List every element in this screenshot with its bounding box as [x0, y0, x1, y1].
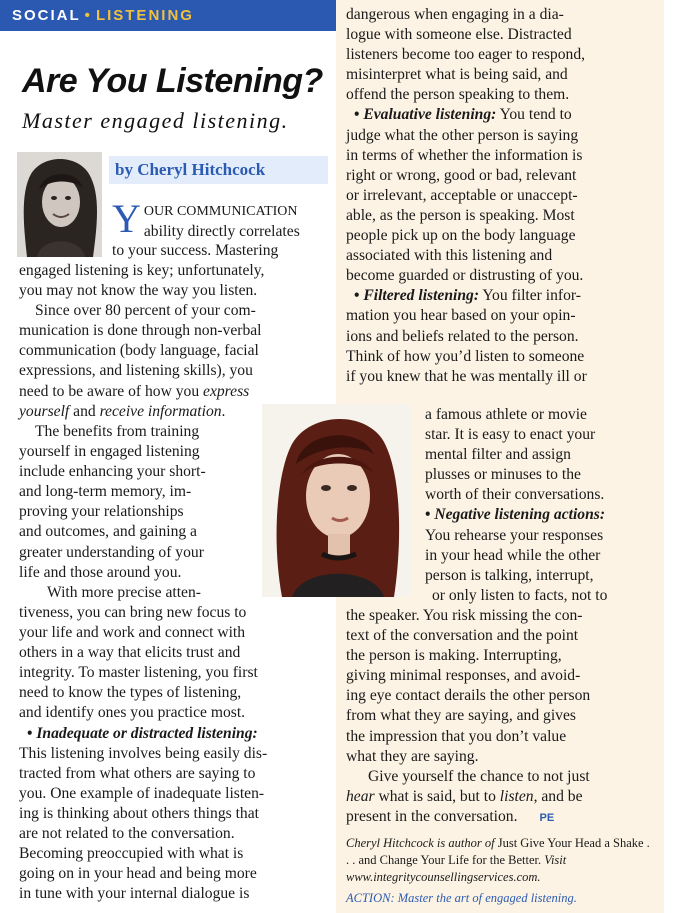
text-line: The benefits from training — [35, 423, 200, 440]
text-line: ability directly correlates — [143, 223, 300, 241]
text-line: text of the conversation and the point — [346, 627, 579, 645]
text-line: the impression that you don’t value — [346, 727, 567, 745]
intro-paragraph — [112, 196, 328, 242]
bio-text: Cheryl Hitchcock is author of — [346, 836, 498, 850]
text-line: proving your relationships — [19, 503, 184, 521]
text-line: if you knew that he was mentally ill or — [346, 367, 587, 385]
text-line: the speaker. You risk missing the con- — [346, 607, 583, 624]
text-span: listen — [499, 787, 534, 805]
text-line: worth of their conversations. — [425, 486, 605, 504]
negative-continuation — [346, 606, 658, 828]
text-line: logue with someone else. Distracted — [346, 26, 572, 44]
inadequate-heading — [19, 724, 331, 744]
text-span: hear — [346, 787, 375, 805]
text-line: dangerous when engaging in a dia- — [346, 6, 564, 23]
evaluative-head: Evaluative listening: — [363, 106, 497, 124]
text-span: express — [203, 382, 250, 400]
text-line: and long-term memory, im- — [19, 483, 192, 501]
section-header — [0, 0, 336, 31]
text-line: Becoming preoccupied with what is — [19, 845, 244, 863]
text-span: need to be aware of how you — [19, 382, 204, 400]
text-line: With more precise atten- — [47, 583, 201, 601]
text-line: You rehearse your responses — [425, 526, 604, 544]
bullet-icon: • — [84, 7, 92, 24]
author-portrait-image — [17, 152, 102, 257]
text-line: person is talking, interrupt, — [425, 566, 594, 584]
text-line: in your head while the other — [425, 546, 601, 564]
text-line: greater understanding of your — [19, 543, 204, 561]
article-title: Are You Listening? — [22, 62, 323, 100]
text-span: receive information — [99, 402, 222, 420]
text-line: become guarded or distrusting of you. — [346, 267, 584, 285]
text-line — [346, 807, 658, 828]
page-margin — [664, 0, 678, 913]
text-line: engaged listening is key; unfortunately, — [19, 262, 265, 279]
bio-text: Visit — [541, 853, 567, 867]
text-line: munication is done through non-verbal — [19, 322, 262, 340]
text-line: going on in your head and being more — [19, 865, 257, 883]
byline: by Cheryl Hitchcock — [109, 156, 328, 184]
text-line: Since over 80 percent of your com- — [35, 302, 256, 320]
text-line: your life and work and connect with — [19, 624, 246, 642]
text-line: communication (body language, facial — [19, 342, 259, 360]
text-line: or only listen to facts, not to — [432, 586, 608, 604]
focus-paragraph — [19, 603, 331, 904]
text-line: tiveness, you can bring new focus to — [19, 604, 247, 621]
intro-line — [112, 241, 328, 261]
text-line: ions and beliefs related to the person. — [346, 327, 579, 345]
text-line: associated with this listening and — [346, 247, 553, 265]
article-subtitle: Master engaged listening. — [22, 108, 289, 133]
listening-woman-photo — [262, 404, 412, 597]
text-line: star. It is easy to enact your — [425, 426, 596, 444]
text-line: mation you hear based on your opin- — [346, 307, 576, 325]
section-name: SOCIAL — [12, 7, 81, 24]
inadequate-head: Inadequate or distracted listening: — [36, 724, 258, 742]
text-line: offend the person speaking to them. — [346, 86, 570, 104]
text-line: are not related to the conversation. — [19, 825, 235, 843]
text-line: and identify ones you practice most. — [19, 704, 246, 722]
text-line: tracted from what others are saying to — [19, 764, 256, 782]
author-photo — [17, 152, 102, 257]
text-line: Think of how you’d listen to someone — [346, 347, 585, 365]
text-line: or irrelevant, acceptable or unaccept- — [346, 186, 578, 204]
pe-mark: PE — [539, 811, 555, 824]
text-line: judge what the other person is saying — [346, 126, 579, 144]
text-line: plusses or minuses to the — [425, 466, 581, 484]
negative-head: Negative listening actions: — [434, 506, 606, 524]
text-line: ing eye contact derails the other person — [346, 687, 591, 705]
text-line: you may not know the way you listen. — [19, 282, 258, 300]
text-span: You filter infor- — [479, 287, 581, 305]
evaluative-heading — [346, 105, 658, 125]
text-line: ing is thinking about others things that — [19, 804, 259, 822]
bullet-icon: • — [354, 287, 364, 305]
text-line: yourself in engaged listening — [19, 443, 200, 461]
bullet-icon: • — [354, 106, 364, 124]
author-website: www.integritycounsellingservices.com. — [346, 870, 541, 884]
text-span: , and be — [533, 787, 583, 805]
text-line: right or wrong, good or bad, relevant — [346, 166, 577, 184]
text-span: present in the conversation. — [346, 807, 518, 825]
text-line — [19, 382, 331, 402]
text-span: what is said, but to — [374, 787, 500, 805]
text-line: misinterpret what is being said, and — [346, 66, 568, 84]
text-span: yourself — [19, 402, 70, 420]
text-line: to your success. Mastering — [112, 242, 279, 259]
text-line: This listening involves being easily dis- — [19, 744, 268, 762]
text-line: what they are saying. — [346, 747, 479, 765]
filtered-heading — [346, 286, 658, 306]
bullet-icon: • — [27, 724, 37, 742]
text-line: mental filter and assign — [425, 446, 571, 464]
negative-heading — [425, 505, 661, 525]
filtered-head: Filtered listening: — [363, 287, 480, 305]
text-line: integrity. To master listening, you first — [19, 664, 258, 682]
text-span: and — [69, 402, 100, 420]
text-line: the person is making. Interrupting, — [346, 647, 562, 665]
section-subname: LISTENING — [95, 7, 194, 24]
text-span: You tend to — [496, 106, 572, 124]
text-line: life and those around you. — [19, 563, 182, 581]
text-line: include enhancing your short- — [19, 463, 206, 481]
woman-portrait-image — [262, 404, 412, 597]
text-line: people pick up on the body language — [346, 227, 576, 245]
text-line: you. One example of inadequate listen- — [19, 784, 265, 802]
intro-smallcaps: OUR COMMUNICATION — [143, 204, 298, 219]
text-line: in terms of whether the information is — [346, 146, 583, 164]
text-line: Give yourself the chance to not just — [368, 767, 590, 785]
filtered-narrow-text — [425, 405, 661, 606]
benefits-paragraph — [19, 422, 259, 603]
text-line: listeners become too eager to respond, — [346, 46, 586, 64]
book-title: Just Give Your Head a Shake . . . and Change Your Life for the Better. — [346, 836, 650, 867]
text-line: others in a way that elicits trust and — [19, 644, 241, 662]
text-line: in tune with your internal dialogue is — [19, 885, 250, 903]
text-line: from what they are saying, and gives — [346, 707, 576, 725]
text-line: and outcomes, and gaining a — [19, 523, 197, 541]
intro-continuation — [19, 261, 331, 422]
text-line: a famous athlete or movie — [425, 406, 587, 423]
text-line: need to know the types of listening, — [19, 684, 242, 702]
right-column-text — [346, 5, 658, 387]
bullet-icon: • — [425, 506, 435, 524]
author-bio — [346, 835, 656, 886]
text-line: giving minimal responses, and avoid- — [346, 667, 581, 685]
drop-cap: Y — [112, 196, 141, 241]
action-line: ACTION: Master the art of engaged listening. — [346, 891, 577, 905]
text-line: expressions, and listening skills), you — [19, 362, 253, 380]
text-line — [346, 787, 658, 807]
text-line: able, as the person is speaking. Most — [346, 206, 575, 224]
text-span: . — [221, 402, 226, 420]
